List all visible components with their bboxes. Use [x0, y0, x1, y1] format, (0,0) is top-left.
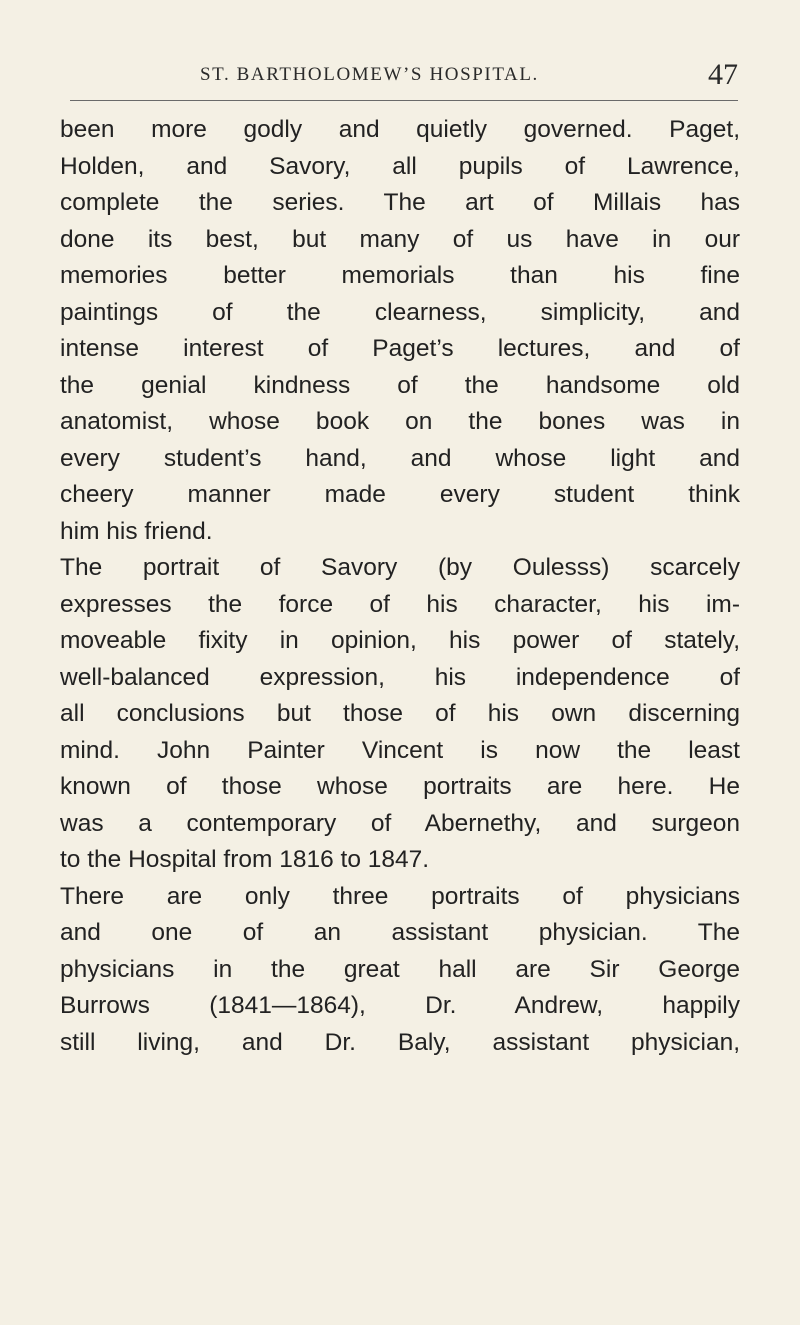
text-line: him his friend.: [60, 517, 213, 545]
text-line: was a contemporary of Abernethy, and surgeon: [60, 809, 740, 837]
text-line: the genial kindness of the handsome old: [60, 371, 740, 399]
running-head: [60, 58, 740, 98]
text-line: been more godly and quietly governed. Paget,: [60, 116, 740, 143]
page-number: 47: [708, 58, 738, 91]
text-line: intense interest of Paget’s lectures, and of: [60, 335, 740, 362]
text-line: Holden, and Savory, all pupils of Lawrence,: [60, 152, 740, 180]
text-line: There are only three portraits of physicians: [60, 882, 740, 910]
running-title: ST. BARTHOLOMEW’S HOSPITAL.: [200, 64, 539, 85]
body-text: [60, 112, 740, 1061]
text-line: physicians in the great hall are Sir George: [60, 955, 740, 983]
text-line: mind. John Painter Vincent is now the least: [60, 736, 740, 764]
text-line: cheery manner made every student think: [60, 481, 740, 508]
text-line: still living, and Dr. Baly, assistant physician,: [60, 1028, 740, 1056]
text-line: expresses the force of his character, his im-: [60, 590, 740, 618]
text-line: to the Hospital from 1816 to 1847.: [60, 846, 430, 873]
text-line: known of those whose portraits are here. He: [60, 773, 740, 800]
text-line: well-balanced expression, his independence of: [60, 663, 740, 691]
header-rule: [70, 100, 738, 101]
text-line: The portrait of Savory (by Oulesss) scarcely: [60, 554, 740, 581]
text-line: memories better memorials than his fine: [60, 262, 740, 289]
text-line: complete the series. The art of Millais has: [60, 189, 740, 216]
text-line: anatomist, whose book on the bones was in: [60, 408, 740, 435]
text-line: and one of an assistant physician. The: [60, 919, 740, 946]
text-line: Burrows (1841—1864), Dr. Andrew, happily: [60, 992, 740, 1019]
text-line: all conclusions but those of his own discerning: [60, 700, 740, 727]
text-line: paintings of the clearness, simplicity, and: [60, 298, 740, 326]
text-line: done its best, but many of us have in our: [60, 225, 740, 253]
text-line: every student’s hand, and whose light and: [60, 444, 740, 472]
text-line: moveable fixity in opinion, his power of stately,: [60, 627, 740, 654]
